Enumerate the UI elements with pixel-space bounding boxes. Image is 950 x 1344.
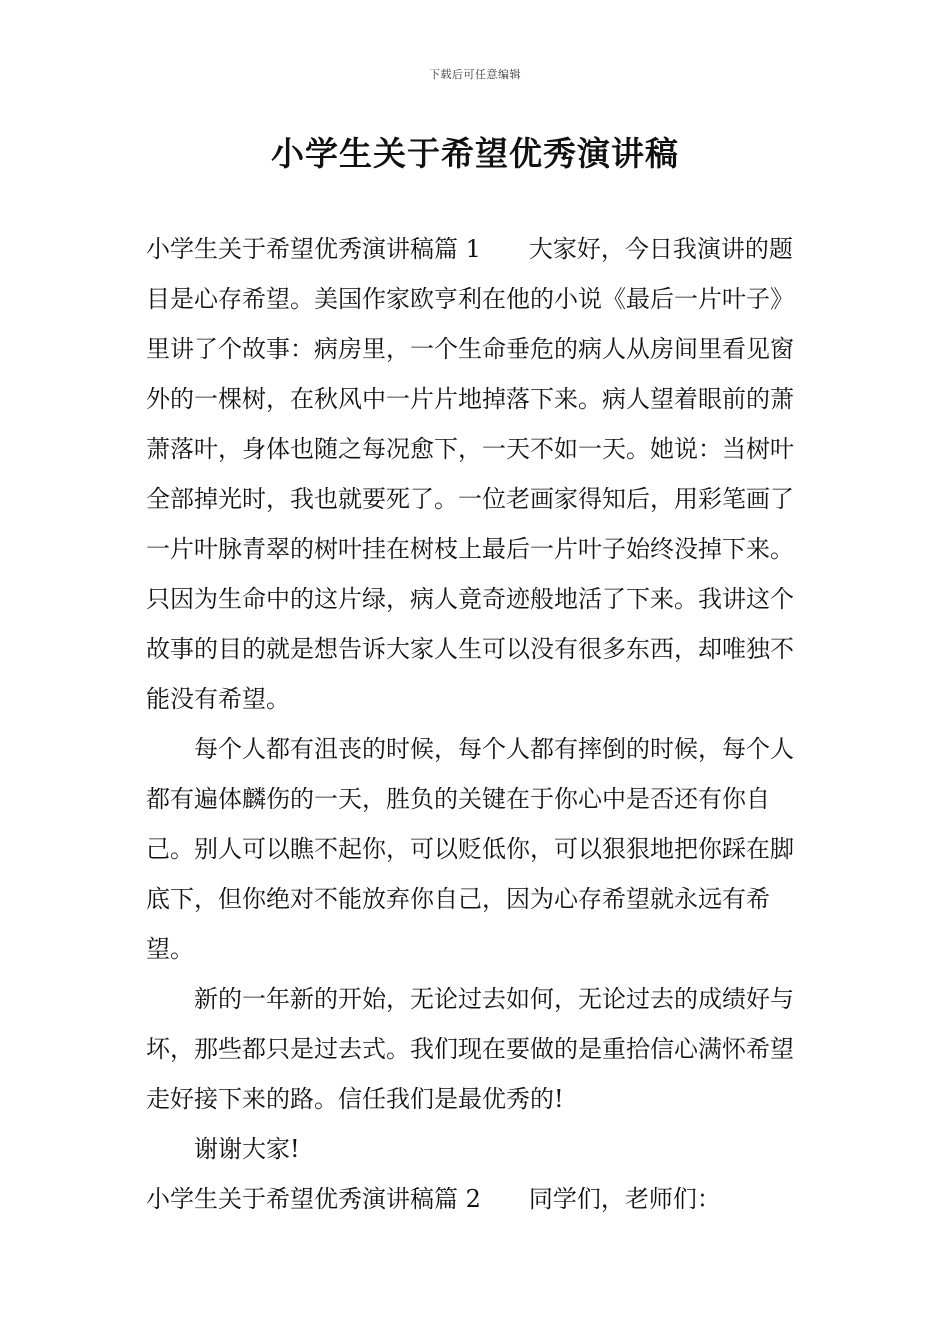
paragraph: 新的一年新的开始，无论过去如何，无论过去的成绩好与坏，那些都只是过去式。我们现在要做的是重拾信心满怀希望走好接下来的路。信任我们是最优秀的! xyxy=(146,985,794,1113)
section-heading: 小学生关于希望优秀演讲稿篇 1 xyxy=(146,235,481,263)
section-1-opening xyxy=(146,224,808,724)
paragraph: 每个人都有沮丧的时候，每个人都有摔倒的时候，每个人都有遍体麟伤的一天，胜负的关键在于你心中是否还有你自己。别人可以瞧不起你，可以贬低你，可以狠狠地把你踩在脚底下，但你绝对不能放弃你自己，因为心存希望就永远有希望。 xyxy=(146,735,794,963)
document-body xyxy=(146,224,808,1224)
header-note: 下载后可任意编辑 xyxy=(429,68,521,81)
section-intro: 同学们，老师们： xyxy=(528,1185,721,1213)
section-heading: 小学生关于希望优秀演讲稿篇 2 xyxy=(146,1185,481,1213)
document-title: 小学生关于希望优秀演讲稿 xyxy=(271,134,679,173)
section-intro: 大家好，今日我演讲的题目是心存希望。美国作家欧亨利在他的小说《最后一片叶子》里讲了个故事：病房里，一个生命垂危的病人从房间里看见窗外的一棵树，在秋风中一片片地掉落下来。病人望着眼前的萧萧落叶，身体也随之每况愈下，一天不如一天。她说：当树叶全部掉光时，我也就要死了。一位老画家得知后，用彩笔画了一片叶脉青翠的树叶挂在树枝上最后一片叶子始终没掉下来。只因为生命中的这片绿，病人竟奇迹般地活了下来。我讲这个故事的目的就是想告诉大家人生可以没有很多东西，却唯独不能没有希望。 xyxy=(146,235,794,713)
paragraph: 谢谢大家! xyxy=(194,1135,300,1163)
section-2-opening xyxy=(146,1174,808,1224)
